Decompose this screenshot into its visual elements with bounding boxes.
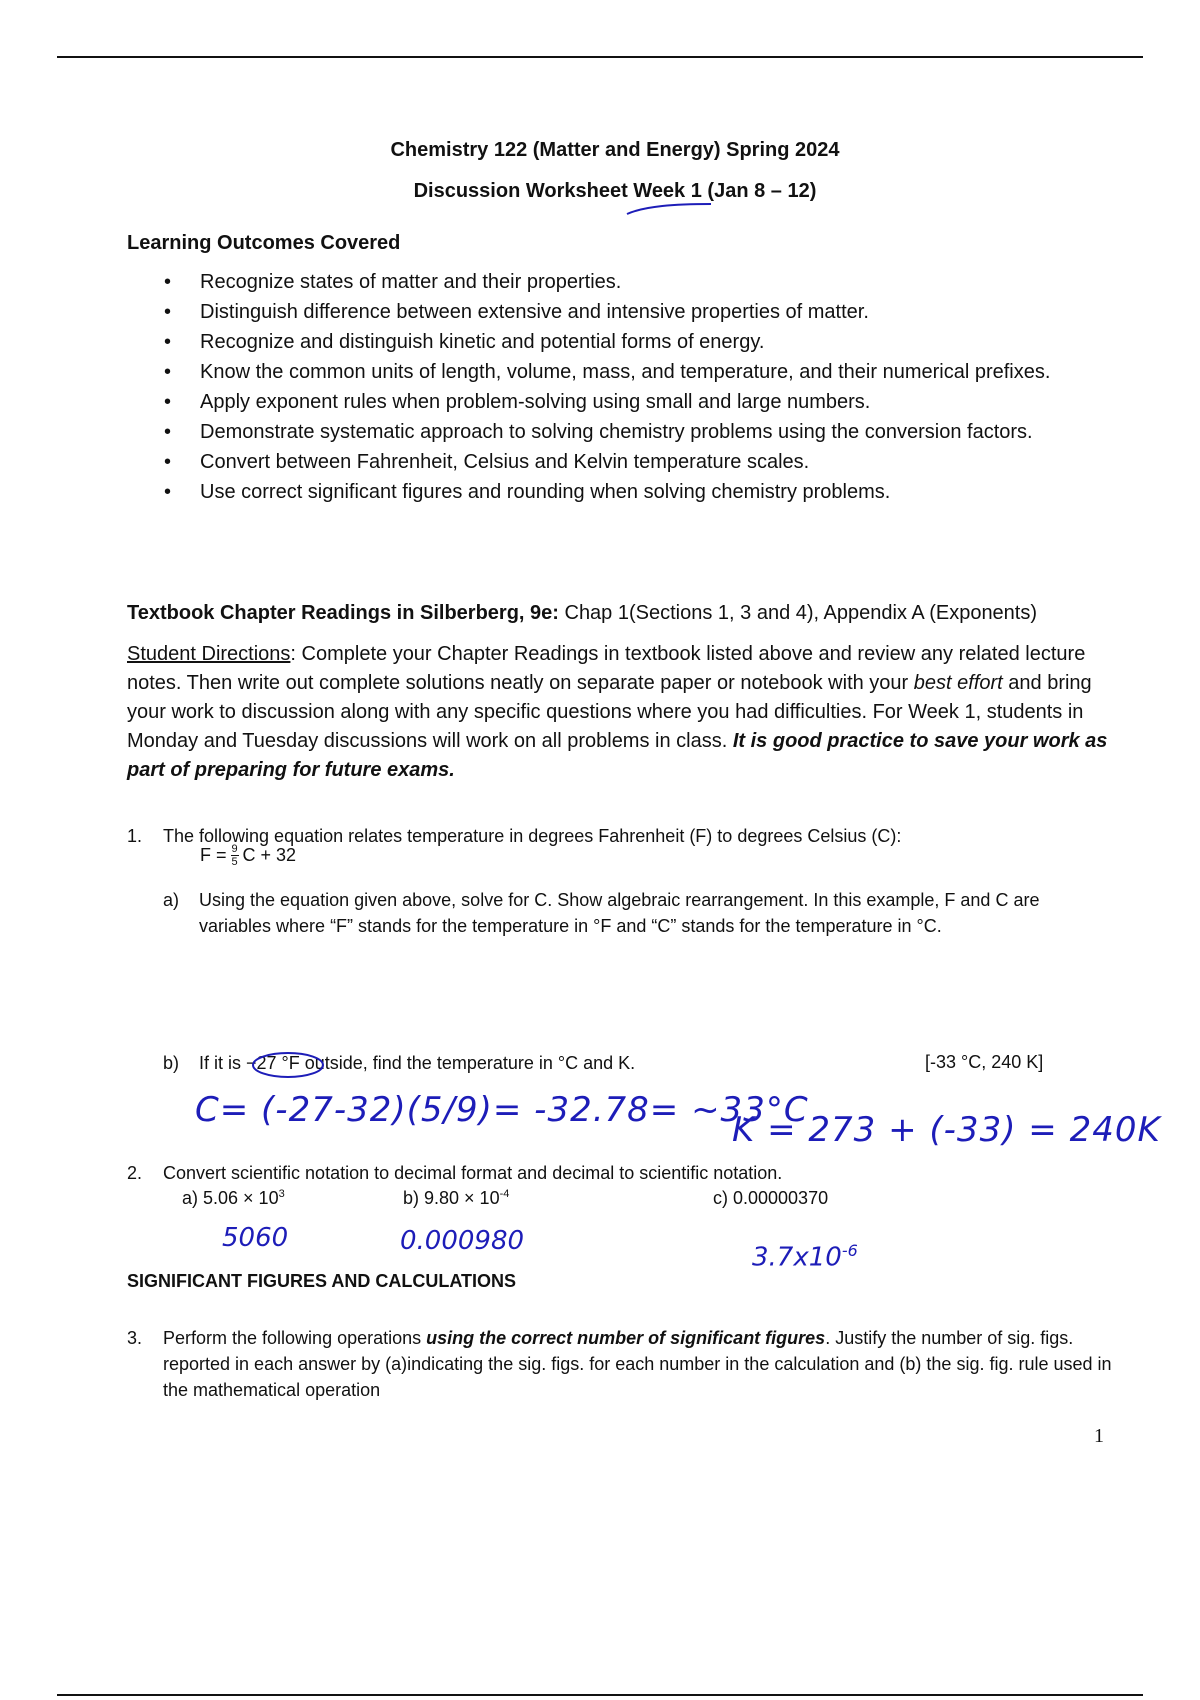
handwritten-celsius-work: C= (-27-32)(5/9)= -32.78= ~33°C bbox=[195, 1090, 809, 1130]
page-title: Chemistry 122 (Matter and Energy) Spring 2024 bbox=[390, 139, 840, 161]
question-1-number: 1. bbox=[127, 826, 143, 846]
question-1a-text: Using the equation given above, solve for C. Show algebraic rearrangement. In this example, F and C are variables where “F” stands for the temperature in °F and “C” stands for the temperature in °C. bbox=[199, 890, 1040, 936]
outcomes-heading: Learning Outcomes Covered bbox=[127, 232, 401, 254]
fraction-denominator: 5 bbox=[231, 856, 238, 868]
handwritten-kelvin-work: K = 273 + (-33) = 240K bbox=[732, 1110, 1161, 1150]
subtitle-prefix: Discussion Worksheet bbox=[413, 180, 634, 202]
directions-text-2: and bring your work to discussion along with any specific questions where you had difficulties. For Week 1, students in Monday and Tuesday discussions will work on all problems in class. bbox=[127, 672, 1092, 752]
equation-left: F = bbox=[200, 845, 227, 865]
top-rule bbox=[57, 56, 1143, 58]
page-number: 1 bbox=[1094, 1425, 1104, 1447]
question-3-emphasis: using the correct number of significant figures bbox=[426, 1328, 826, 1348]
outcome-item: • Recognize states of matter and their properties. bbox=[200, 267, 1140, 297]
directions-text-1: : Complete your Chapter Readings in textbook listed above and review any related lecture notes. Then write out complete solutions neatly on separate paper or notebook with your bbox=[127, 643, 1086, 694]
student-directions bbox=[127, 640, 1112, 785]
directions-label: Student Directions bbox=[127, 643, 291, 665]
question-1a-label: a) bbox=[163, 890, 180, 910]
handwritten-answer-2c bbox=[752, 1241, 858, 1273]
question-1b-answer: [-33 °C, 240 K] bbox=[925, 1052, 1044, 1072]
question-2-text: Convert scientific notation to decimal format and decimal to scientific notation. bbox=[163, 1163, 783, 1183]
question-2a-exponent: 3 bbox=[278, 1188, 285, 1200]
outcomes-list bbox=[160, 267, 1140, 507]
subtitle-suffix: (Jan 8 – 12) bbox=[701, 180, 817, 202]
fraction-numerator: 9 bbox=[231, 843, 238, 855]
handwritten-answer-2a: 5060 bbox=[222, 1223, 289, 1253]
equation-right: C + 32 bbox=[242, 845, 297, 865]
question-3-text bbox=[163, 1325, 1113, 1403]
page-subtitle bbox=[0, 180, 1200, 203]
handwritten-answer-2b: 0.000980 bbox=[400, 1226, 525, 1256]
readings-line bbox=[127, 602, 1037, 625]
question-3-post: . Justify the number of sig. figs. reported in each answer by (a)indicating the sig. figs. for each number in the calculation and (b) the sig. fig. rule used in the mathematical operation bbox=[163, 1328, 1112, 1400]
sigfigs-heading: SIGNIFICANT FIGURES AND CALCULATIONS bbox=[127, 1271, 516, 1291]
outcome-item: • Recognize and distinguish kinetic and potential forms of energy. bbox=[200, 327, 1140, 357]
outcome-item: • Convert between Fahrenheit, Celsius and Kelvin temperature scales. bbox=[200, 447, 1140, 477]
handwritten-answer-2c-base: 3.7x10 bbox=[752, 1242, 842, 1273]
equation-fraction bbox=[231, 843, 239, 868]
outcome-item: • Know the common units of length, volume, mass, and temperature, and their numerical prefixes. bbox=[200, 357, 1140, 387]
question-2c: c) 0.00000370 bbox=[713, 1188, 829, 1208]
bottom-rule bbox=[57, 1694, 1143, 1696]
question-1b-text: If it is −27 °F outside, find the temperature in °C and K. bbox=[199, 1053, 636, 1073]
handwritten-underline bbox=[625, 198, 715, 218]
question-2a bbox=[182, 1188, 285, 1209]
directions-bold: It is good practice to save your work as part of preparing for future exams. bbox=[127, 730, 1108, 781]
question-3-number: 3. bbox=[127, 1328, 143, 1348]
question-3-pre: Perform the following operations bbox=[163, 1328, 427, 1348]
readings-label: Textbook Chapter Readings in Silberberg, 9e: bbox=[127, 602, 559, 624]
question-2-number: 2. bbox=[127, 1163, 143, 1183]
question-2b bbox=[403, 1188, 509, 1209]
fahrenheit-equation bbox=[200, 843, 296, 868]
outcome-item: • Apply exponent rules when problem-solving using small and large numbers. bbox=[200, 387, 1140, 417]
readings-text: Chap 1(Sections 1, 3 and 4), Appendix A (Exponents) bbox=[558, 602, 1038, 624]
question-1b-label: b) bbox=[163, 1053, 180, 1073]
question-2b-text: b) 9.80 × 10 bbox=[403, 1188, 500, 1208]
question-2b-exponent: -4 bbox=[499, 1188, 510, 1200]
handwritten-circle bbox=[250, 1050, 326, 1080]
handwritten-answer-2c-exponent: -6 bbox=[841, 1241, 858, 1260]
subtitle-week: Week 1 bbox=[633, 180, 702, 202]
directions-emphasis: best effort bbox=[913, 672, 1003, 694]
outcome-item: • Demonstrate systematic approach to solving chemistry problems using the conversion factors. bbox=[200, 417, 1140, 447]
outcome-item: • Use correct significant figures and rounding when solving chemistry problems. bbox=[200, 477, 1140, 507]
question-2a-text: a) 5.06 × 10 bbox=[182, 1188, 279, 1208]
question-1a bbox=[163, 887, 1108, 939]
outcome-item: • Distinguish difference between extensive and intensive properties of matter. bbox=[200, 297, 1140, 327]
question-1-text: The following equation relates temperature in degrees Fahrenheit (F) to degrees Celsius (C): bbox=[163, 826, 902, 846]
